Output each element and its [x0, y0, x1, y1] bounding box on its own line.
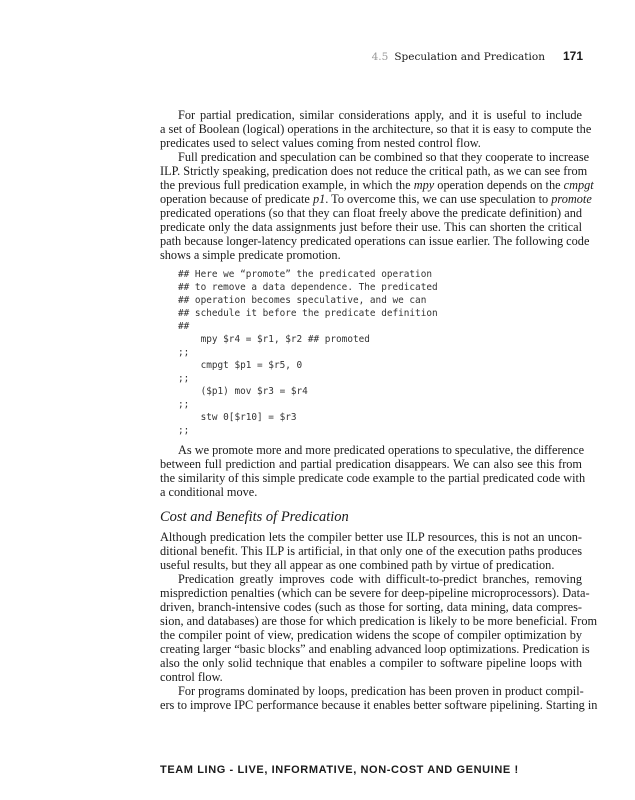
- text-line: [160, 485, 582, 499]
- page-number: 171: [562, 49, 583, 63]
- paragraph: [160, 684, 598, 712]
- code-line: ## Here we “promote” the predicated operation: [178, 269, 432, 280]
- italic-term: cmpgt: [563, 178, 594, 192]
- text-line: [160, 656, 582, 670]
- paragraph: [160, 572, 598, 684]
- code-line: ;;: [178, 425, 190, 436]
- italic-term: promote: [551, 192, 592, 206]
- code-line: ## to remove a data dependence. The predicated: [178, 282, 438, 293]
- code-line: ## schedule it before the predicate definition: [178, 308, 438, 319]
- text-line: [160, 642, 590, 656]
- code-line: stw 0[$r10] = $r3: [178, 412, 297, 423]
- text-segment: ditional benefit. This ILP is artificial, in that only one of the execution paths produces: [160, 544, 582, 558]
- text-line: [160, 178, 594, 192]
- text-line: [160, 234, 590, 248]
- text-line: [160, 544, 582, 558]
- intro-paragraphs: [160, 108, 594, 262]
- text-segment: the similarity of this simple predicate code example to the partial predicated code with: [160, 471, 586, 485]
- text-line: [160, 670, 582, 684]
- text-line: [160, 457, 582, 471]
- code-line: ##: [178, 321, 190, 332]
- paragraph: [160, 443, 586, 499]
- paragraph: [160, 530, 582, 572]
- text-segment: shows a simple predicate promotion.: [160, 248, 341, 262]
- text-segment: operation because of predicate: [160, 192, 313, 206]
- text-segment: the previous full predication example, in which the: [160, 178, 414, 192]
- text-segment: predicate only the data assignments just before their use. This can shorten the critical: [160, 220, 582, 234]
- text-segment: the compiler point of view, predication widens the scope of compiler optimization by: [160, 628, 582, 642]
- text-segment: For partial predication, similar considerations apply, and it is useful to include: [178, 108, 582, 122]
- text-segment: . To overcome this, we can use speculation to: [325, 192, 552, 206]
- subsection-paragraphs: [160, 530, 598, 712]
- paragraph: [160, 150, 594, 262]
- text-segment: Full predication and speculation can be combined so that they cooperate to increase: [178, 150, 590, 164]
- text-segment: creating larger “basic blocks” and enabling advanced loop optimizations. Predication is: [160, 642, 590, 656]
- text-segment: also the only solid technique that enables a compiler to software pipeline loops with: [160, 656, 582, 670]
- text-segment: sion, and databases) are those for which predication is likely to be more beneficial. From: [160, 614, 598, 628]
- footer-watermark: TEAM LING - LIVE, INFORMATIVE, NON-COST AND GENUINE !: [160, 764, 519, 776]
- code-line: ;;: [178, 347, 190, 358]
- text-line: [160, 248, 582, 262]
- section-number: 4.5: [371, 51, 389, 63]
- text-segment: between full prediction and partial predication disappears. We can also see this from: [160, 457, 582, 471]
- text-line: [160, 220, 582, 234]
- code-line: mpy $r4 = $r1, $r2 ## promoted: [178, 334, 370, 345]
- text-line: [160, 614, 598, 628]
- section-title: Speculation and Predication: [394, 51, 545, 63]
- text-line: [160, 530, 582, 544]
- text-line: [160, 628, 582, 642]
- text-segment: useful results, but they all appear as one combined path by virtue of predication.: [160, 558, 555, 572]
- text-segment: operation depends on the: [434, 178, 564, 192]
- text-line: [160, 600, 582, 614]
- text-line: [160, 122, 592, 136]
- italic-term: mpy: [413, 178, 435, 192]
- italic-term: p1: [312, 192, 326, 206]
- text-segment: Predication greatly improves code with difficult-to-predict branches, removing: [178, 572, 582, 586]
- text-segment: a set of Boolean (logical) operations in the architecture, so that it is easy to compute the: [160, 122, 592, 136]
- code-listing: [178, 268, 582, 437]
- text-segment: predicated operations (so that they can float freely above the predicate definition) and: [160, 206, 582, 220]
- text-line: [160, 586, 590, 600]
- text-segment: driven, branch-intensive codes (such as those for sorting, data mining, data compres-: [160, 600, 582, 614]
- text-segment: For programs dominated by loops, predication has been proven in product compil-: [178, 684, 584, 698]
- text-segment: ers to improve IPC performance because it enables better software pipelining. Starting in: [160, 698, 598, 712]
- paragraph: [160, 108, 592, 150]
- page-body: [160, 108, 598, 712]
- text-line: [160, 136, 582, 150]
- text-segment: path because longer-latency predicated operations can issue earlier. The following code: [160, 234, 590, 248]
- text-line: [160, 443, 585, 457]
- section-heading: [372, 51, 545, 63]
- text-segment: misprediction penalties (which can be severe for deep-pipeline microprocessors). Data-: [160, 586, 590, 600]
- code-line: ($p1) mov $r3 = $r4: [178, 386, 308, 397]
- subsection-heading: Cost and Benefits of Predication: [160, 509, 349, 525]
- text-line: [160, 150, 590, 164]
- text-line: [160, 572, 582, 586]
- text-line: [160, 698, 598, 712]
- text-line: [160, 684, 582, 698]
- text-line: [160, 192, 592, 206]
- code-line: cmpgt $p1 = $r5, 0: [178, 360, 303, 371]
- running-header: [372, 49, 583, 63]
- text-line: [160, 108, 582, 122]
- text-segment: control flow.: [160, 670, 223, 684]
- middle-paragraphs: [160, 443, 586, 499]
- text-line: [160, 164, 588, 178]
- text-segment: predicates used to select values coming from nested control flow.: [160, 136, 481, 150]
- text-segment: As we promote more and more predicated operations to speculative, the difference: [178, 443, 585, 457]
- code-line: ## operation becomes speculative, and we can: [178, 295, 427, 306]
- code-line: ;;: [178, 399, 190, 410]
- text-segment: Although predication lets the compiler better use ILP resources, this is not an uncon-: [160, 530, 582, 544]
- text-line: [160, 206, 582, 220]
- code-line: ;;: [178, 373, 190, 384]
- text-segment: a conditional move.: [160, 485, 258, 499]
- text-segment: ILP. Strictly speaking, predication does not reduce the critical path, as we can see from: [160, 164, 588, 178]
- text-line: [160, 558, 582, 572]
- text-line: [160, 471, 586, 485]
